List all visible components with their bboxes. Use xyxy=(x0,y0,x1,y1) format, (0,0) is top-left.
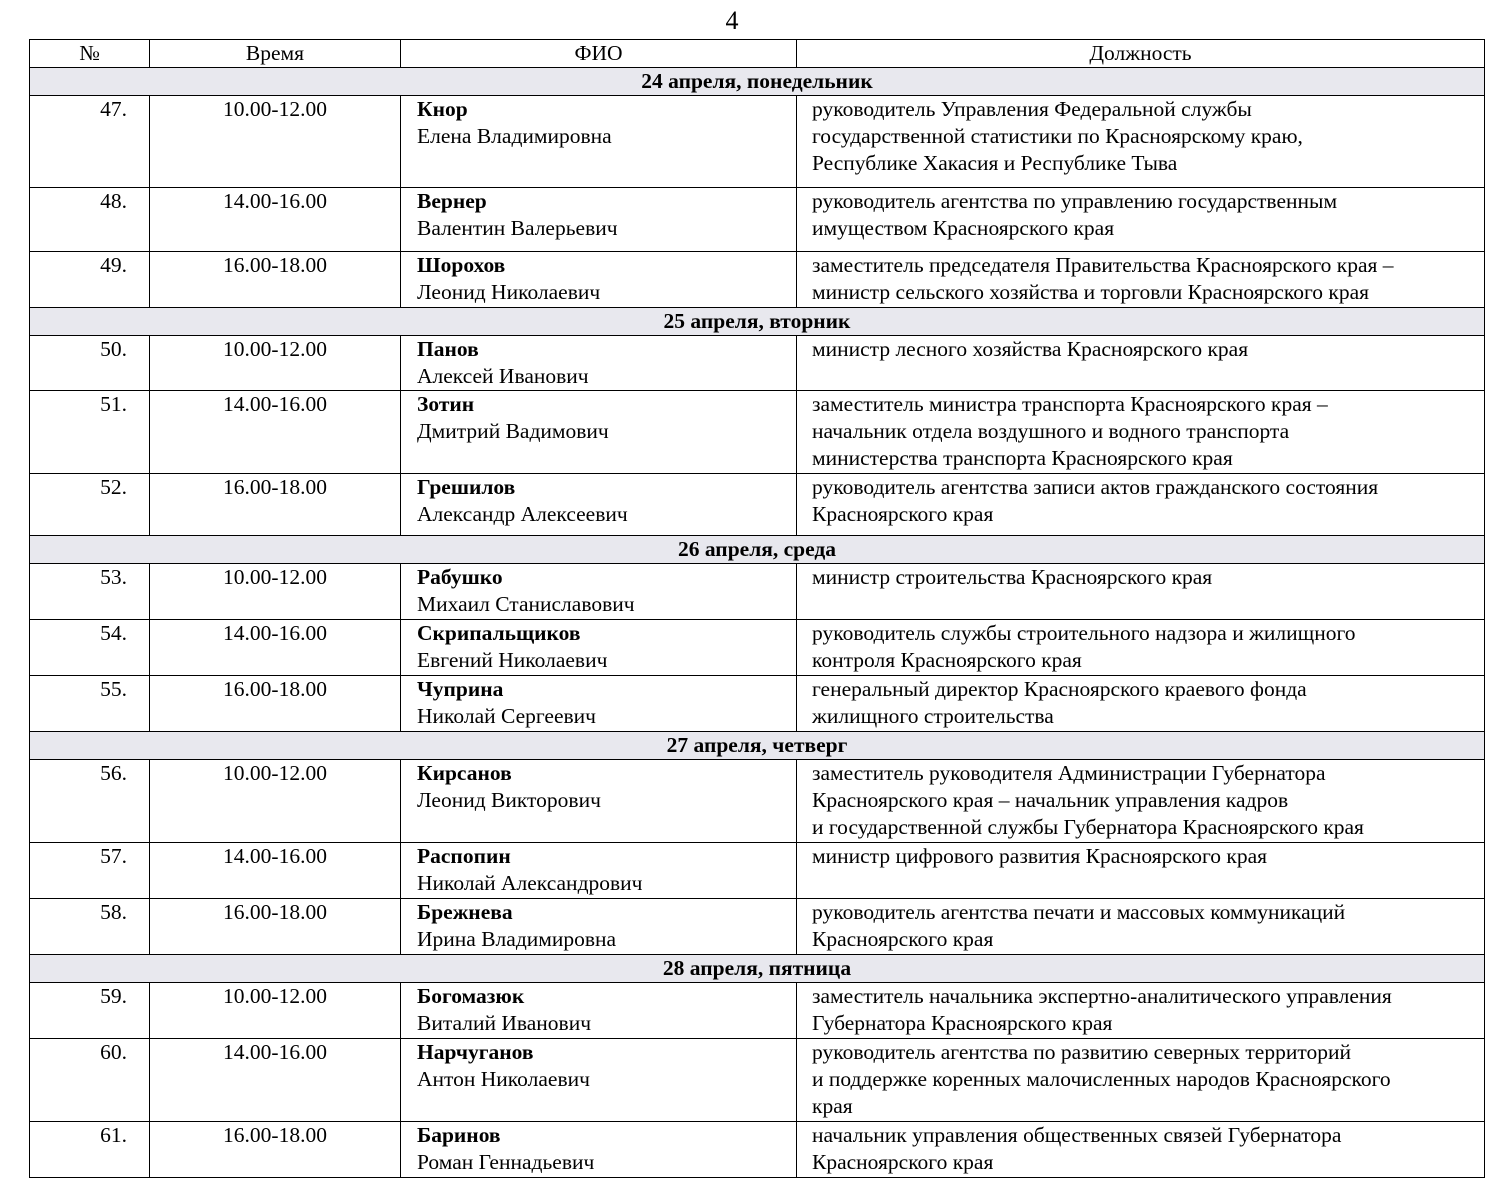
person-name-cell xyxy=(401,1122,797,1178)
table-row xyxy=(30,252,1485,308)
surname: Зотин xyxy=(417,392,475,416)
given-name: Николай Александрович xyxy=(417,871,643,895)
person-name-cell xyxy=(401,96,797,188)
table-row xyxy=(30,843,1485,899)
row-number: 60. xyxy=(30,1039,150,1122)
table-header-row xyxy=(30,40,1485,68)
position-line: контроля Красноярского края xyxy=(812,648,1082,672)
position-line: и государственной службы Губернатора Красноярского края xyxy=(812,815,1364,839)
given-name: Роман Геннадьевич xyxy=(417,1150,595,1174)
table-row xyxy=(30,1122,1485,1178)
time-slot: 16.00-18.00 xyxy=(150,252,401,308)
position-line: заместитель председателя Правительства Красноярского края – xyxy=(812,253,1394,277)
person-name-cell xyxy=(401,760,797,843)
position-line: Красноярского края xyxy=(812,927,994,951)
person-name-cell xyxy=(401,899,797,955)
surname: Кирсанов xyxy=(417,761,512,785)
row-number: 56. xyxy=(30,760,150,843)
column-header-position: Должность xyxy=(797,40,1485,68)
day-title: 24 апреля, понедельник xyxy=(30,68,1485,96)
position-cell xyxy=(797,188,1485,252)
time-slot: 16.00-18.00 xyxy=(150,1122,401,1178)
position-line: имуществом Красноярского края xyxy=(812,216,1115,240)
time-slot: 10.00-12.00 xyxy=(150,336,401,391)
position-line: министр строительства Красноярского края xyxy=(812,565,1213,589)
position-line: начальник отдела воздушного и водного транспорта xyxy=(812,419,1290,443)
time-slot: 10.00-12.00 xyxy=(150,983,401,1039)
given-name: Леонид Николаевич xyxy=(417,280,601,304)
position-line: начальник управления общественных связей Губернатора xyxy=(812,1123,1342,1147)
given-name: Михаил Станиславович xyxy=(417,592,635,616)
time-slot: 14.00-16.00 xyxy=(150,843,401,899)
person-name-cell xyxy=(401,983,797,1039)
position-line: министр цифрового развития Красноярского края xyxy=(812,844,1268,868)
day-header-row xyxy=(30,308,1485,336)
position-cell xyxy=(797,983,1485,1039)
given-name: Николай Сергеевич xyxy=(417,704,596,728)
position-line: министерства транспорта Красноярского края xyxy=(812,446,1233,470)
time-slot: 14.00-16.00 xyxy=(150,1039,401,1122)
position-cell xyxy=(797,899,1485,955)
person-name-cell xyxy=(401,474,797,536)
day-title: 25 апреля, вторник xyxy=(30,308,1485,336)
person-name-cell xyxy=(401,676,797,732)
day-header-row xyxy=(30,955,1485,983)
table-row xyxy=(30,391,1485,474)
person-name-cell xyxy=(401,188,797,252)
position-cell xyxy=(797,676,1485,732)
position-line: Красноярского края xyxy=(812,1150,994,1174)
surname: Грешилов xyxy=(417,475,516,499)
given-name: Валентин Валерьевич xyxy=(417,216,618,240)
position-cell xyxy=(797,1122,1485,1178)
schedule-body xyxy=(30,68,1485,1178)
given-name: Леонид Викторович xyxy=(417,788,601,812)
person-name-cell xyxy=(401,336,797,391)
given-name: Елена Владимировна xyxy=(417,124,612,148)
row-number: 61. xyxy=(30,1122,150,1178)
position-line: министр сельского хозяйства и торговли Красноярского края xyxy=(812,280,1370,304)
person-name-cell xyxy=(401,843,797,899)
surname: Панов xyxy=(417,337,479,361)
given-name: Антон Николаевич xyxy=(417,1067,590,1091)
given-name: Алексей Иванович xyxy=(417,364,589,388)
position-line: Губернатора Красноярского края xyxy=(812,1011,1113,1035)
day-header-row xyxy=(30,732,1485,760)
position-cell xyxy=(797,252,1485,308)
row-number: 54. xyxy=(30,620,150,676)
column-header-time: Время xyxy=(150,40,401,68)
time-slot: 14.00-16.00 xyxy=(150,620,401,676)
time-slot: 16.00-18.00 xyxy=(150,899,401,955)
day-title: 27 апреля, четверг xyxy=(30,732,1485,760)
position-line: руководитель Управления Федеральной службы xyxy=(812,97,1252,121)
given-name: Ирина Владимировна xyxy=(417,927,617,951)
given-name: Евгений Николаевич xyxy=(417,648,608,672)
person-name-cell xyxy=(401,1039,797,1122)
position-line: заместитель руководителя Администрации Губернатора xyxy=(812,761,1326,785)
given-name: Александр Алексеевич xyxy=(417,502,628,526)
table-row xyxy=(30,336,1485,391)
surname: Скрипальщиков xyxy=(417,621,581,645)
time-slot: 14.00-16.00 xyxy=(150,391,401,474)
row-number: 47. xyxy=(30,96,150,188)
position-cell xyxy=(797,564,1485,620)
row-number: 49. xyxy=(30,252,150,308)
row-number: 48. xyxy=(30,188,150,252)
position-cell xyxy=(797,391,1485,474)
surname: Чуприна xyxy=(417,677,504,701)
day-header-row xyxy=(30,68,1485,96)
position-line: руководитель агентства по развитию северных территорий xyxy=(812,1040,1351,1064)
person-name-cell xyxy=(401,620,797,676)
person-name-cell xyxy=(401,252,797,308)
person-name-cell xyxy=(401,564,797,620)
time-slot: 16.00-18.00 xyxy=(150,676,401,732)
row-number: 55. xyxy=(30,676,150,732)
table-row xyxy=(30,983,1485,1039)
day-title: 28 апреля, пятница xyxy=(30,955,1485,983)
position-line: министр лесного хозяйства Красноярского края xyxy=(812,337,1249,361)
surname: Нарчуганов xyxy=(417,1040,534,1064)
position-cell xyxy=(797,336,1485,391)
position-cell xyxy=(797,1039,1485,1122)
surname: Вернер xyxy=(417,189,487,213)
schedule-table xyxy=(29,39,1485,1178)
position-cell xyxy=(797,760,1485,843)
position-cell xyxy=(797,843,1485,899)
position-line: государственной статистики по Красноярскому краю, xyxy=(812,124,1303,148)
position-line: жилищного строительства xyxy=(812,704,1054,728)
row-number: 50. xyxy=(30,336,150,391)
position-cell xyxy=(797,620,1485,676)
row-number: 58. xyxy=(30,899,150,955)
surname: Распопин xyxy=(417,844,511,868)
table-row xyxy=(30,1039,1485,1122)
time-slot: 10.00-12.00 xyxy=(150,96,401,188)
surname: Шорохов xyxy=(417,253,506,277)
row-number: 53. xyxy=(30,564,150,620)
position-line: руководитель агентства записи актов гражданского состояния xyxy=(812,475,1379,499)
surname: Кнор xyxy=(417,97,468,121)
row-number: 59. xyxy=(30,983,150,1039)
position-cell xyxy=(797,474,1485,536)
time-slot: 14.00-16.00 xyxy=(150,188,401,252)
day-header-row xyxy=(30,536,1485,564)
given-name: Виталий Иванович xyxy=(417,1011,592,1035)
table-row xyxy=(30,564,1485,620)
table-row xyxy=(30,620,1485,676)
surname: Баринов xyxy=(417,1123,501,1147)
surname: Брежнева xyxy=(417,900,513,924)
table-row xyxy=(30,899,1485,955)
row-number: 51. xyxy=(30,391,150,474)
position-line: Красноярского края xyxy=(812,502,994,526)
position-line: руководитель службы строительного надзора и жилищного xyxy=(812,621,1356,645)
table-row xyxy=(30,96,1485,188)
position-line: руководитель агентства по управлению государственным xyxy=(812,189,1338,213)
column-header-name: ФИО xyxy=(401,40,797,68)
person-name-cell xyxy=(401,391,797,474)
position-line: края xyxy=(812,1094,853,1118)
position-line: Красноярского края – начальник управления кадров xyxy=(812,788,1289,812)
given-name: Дмитрий Вадимович xyxy=(417,419,609,443)
column-header-number: № xyxy=(30,40,150,68)
time-slot: 16.00-18.00 xyxy=(150,474,401,536)
position-line: заместитель начальника экспертно-аналитического управления xyxy=(812,984,1392,1008)
table-row xyxy=(30,760,1485,843)
position-line: заместитель министра транспорта Красноярского края – xyxy=(812,392,1328,416)
row-number: 57. xyxy=(30,843,150,899)
position-line: и поддержке коренных малочисленных народов Красноярского xyxy=(812,1067,1391,1091)
position-line: генеральный директор Красноярского краевого фонда xyxy=(812,677,1307,701)
table-row xyxy=(30,474,1485,536)
time-slot: 10.00-12.00 xyxy=(150,760,401,843)
time-slot: 10.00-12.00 xyxy=(150,564,401,620)
table-row xyxy=(30,188,1485,252)
page-number: 4 xyxy=(725,6,739,35)
table-row xyxy=(30,676,1485,732)
day-title: 26 апреля, среда xyxy=(30,536,1485,564)
surname: Рабушко xyxy=(417,565,503,589)
position-line: Республике Хакасия и Республике Тыва xyxy=(812,151,1178,175)
position-cell xyxy=(797,96,1485,188)
surname: Богомазюк xyxy=(417,984,525,1008)
position-line: руководитель агентства печати и массовых коммуникаций xyxy=(812,900,1346,924)
row-number: 52. xyxy=(30,474,150,536)
